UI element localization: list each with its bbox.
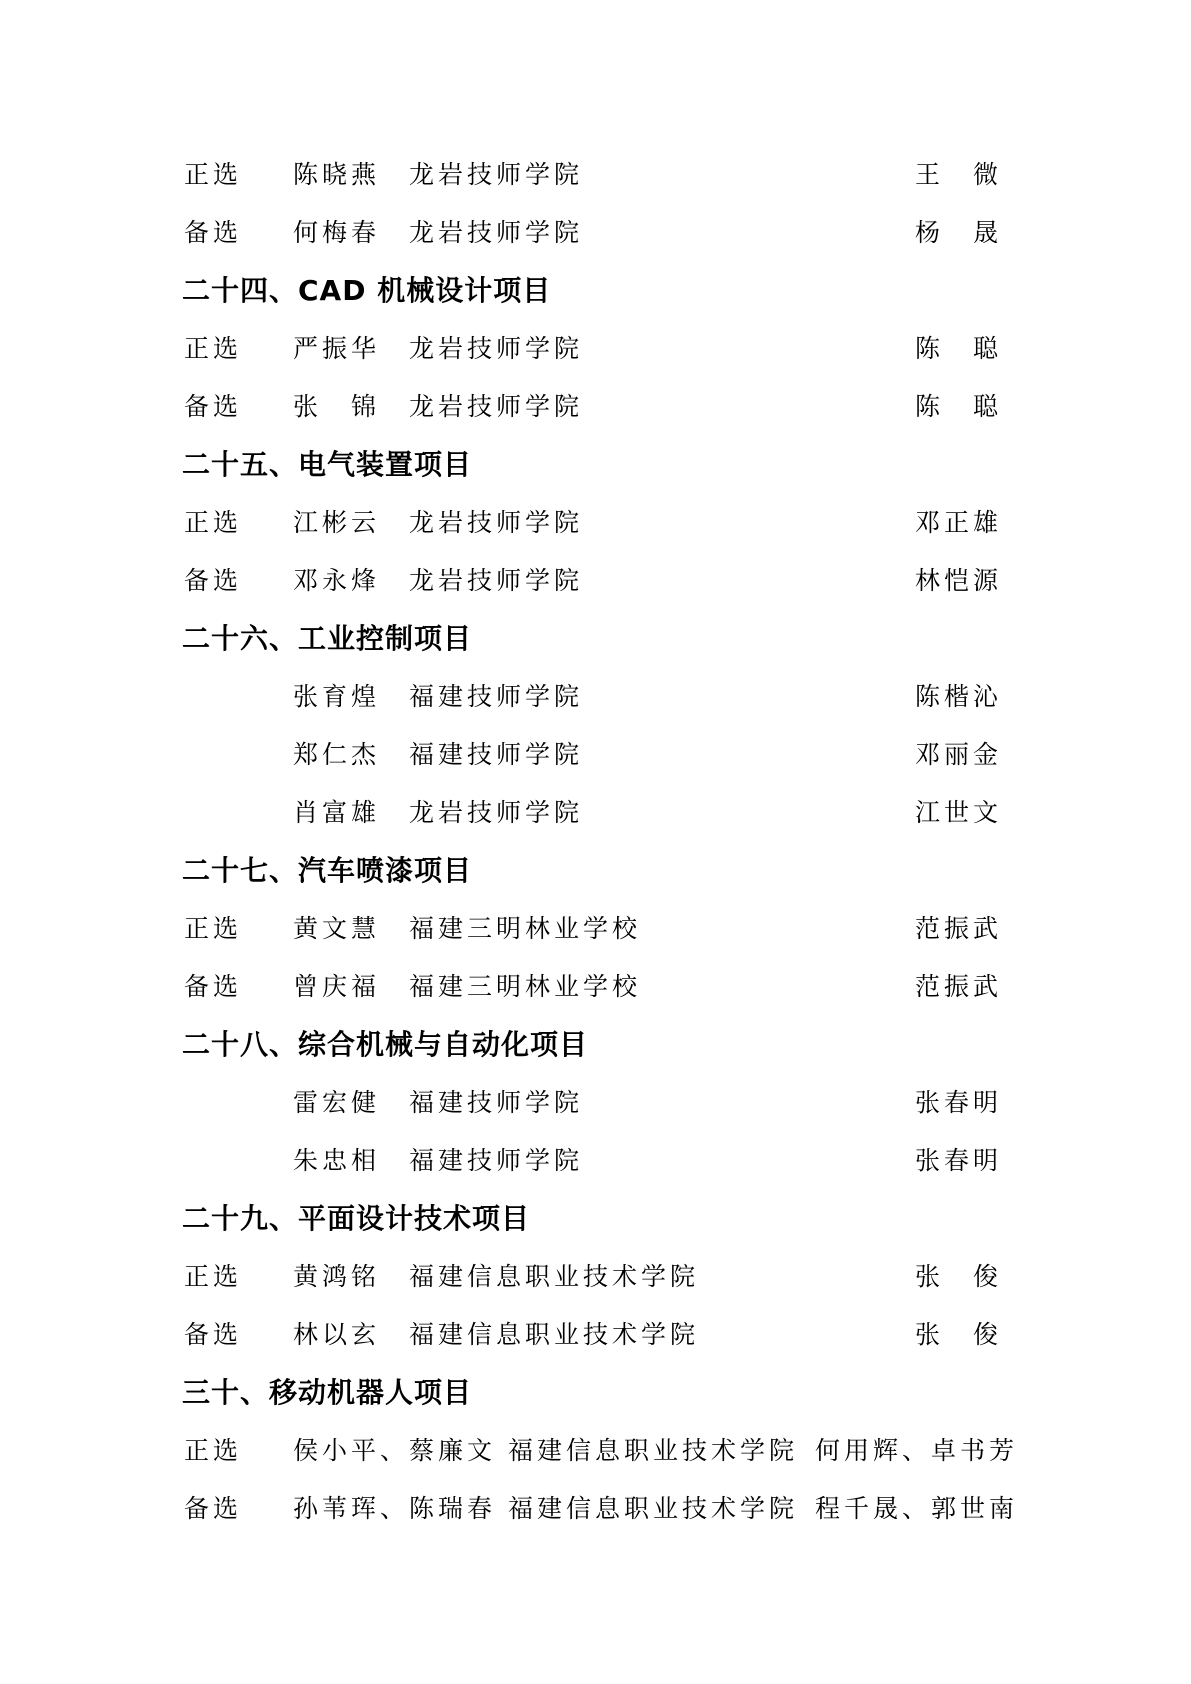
coach-name: 张 俊	[915, 1262, 1003, 1291]
coach-name: 程千晟、郭世南	[815, 1494, 1019, 1523]
entry-row	[0, 329, 1191, 369]
institution-name: 福建信息职业技术学院	[508, 1494, 799, 1523]
institution-name: 福建信息职业技术学院	[508, 1436, 799, 1465]
coach-name: 陈 聪	[915, 392, 1003, 421]
section-heading: 二十五、电气装置项目	[182, 448, 473, 481]
institution-name: 龙岩技师学院	[409, 392, 584, 421]
entry-row	[0, 909, 1191, 949]
coach-name: 江世文	[915, 798, 1003, 827]
entry-type-label: 正选	[184, 334, 243, 363]
entry-row	[0, 967, 1191, 1007]
coach-name: 张 俊	[915, 1320, 1003, 1349]
entry-row	[0, 561, 1191, 601]
coach-name: 何用辉、卓书芳	[815, 1436, 1019, 1465]
institution-name: 福建技师学院	[409, 1146, 584, 1175]
coach-name: 范振武	[915, 972, 1003, 1001]
institution-name: 龙岩技师学院	[409, 566, 584, 595]
institution-name: 福建三明林业学校	[409, 972, 642, 1001]
institution-name: 福建信息职业技术学院	[409, 1320, 700, 1349]
institution-name: 龙岩技师学院	[409, 218, 584, 247]
section-heading: 二十四、CAD 机械设计项目	[182, 274, 552, 307]
entry-row	[0, 793, 1191, 833]
contestant-name: 孙苇珲、陈瑞春	[293, 1494, 497, 1523]
section-heading: 二十八、综合机械与自动化项目	[182, 1028, 589, 1061]
section-heading: 二十九、平面设计技术项目	[182, 1202, 531, 1235]
coach-name: 杨 晟	[915, 218, 1003, 247]
entry-row	[0, 677, 1191, 717]
entry-type-label: 正选	[184, 1436, 243, 1465]
entry-row	[0, 503, 1191, 543]
entry-row	[0, 213, 1191, 253]
contestant-name: 黄鸿铭	[293, 1262, 381, 1291]
entry-type-label: 备选	[184, 566, 243, 595]
institution-name: 福建技师学院	[409, 1088, 584, 1117]
institution-name: 福建三明林业学校	[409, 914, 642, 943]
coach-name: 王 微	[915, 160, 1003, 189]
entry-type-label: 正选	[184, 160, 243, 189]
institution-name: 福建信息职业技术学院	[409, 1262, 700, 1291]
contestant-name: 邓永烽	[293, 566, 381, 595]
contestant-name: 郑仁杰	[293, 740, 381, 769]
contestant-name: 张 锦	[293, 392, 381, 421]
contestant-name: 严振华	[293, 334, 381, 363]
entry-type-label: 正选	[184, 1262, 243, 1291]
entry-type-label: 备选	[184, 392, 243, 421]
entry-row	[0, 735, 1191, 775]
coach-name: 邓正雄	[915, 508, 1003, 537]
coach-name: 陈楷沁	[915, 682, 1003, 711]
contestant-name: 江彬云	[293, 508, 381, 537]
entry-row	[0, 1315, 1191, 1355]
coach-name: 林恺源	[915, 566, 1003, 595]
section-heading: 二十七、汽车喷漆项目	[182, 854, 473, 887]
entry-row	[0, 1431, 1191, 1471]
institution-name: 龙岩技师学院	[409, 798, 584, 827]
institution-name: 龙岩技师学院	[409, 334, 584, 363]
coach-name: 张春明	[915, 1146, 1003, 1175]
entry-type-label: 备选	[184, 1494, 243, 1523]
contestant-name: 林以玄	[293, 1320, 381, 1349]
entry-type-label: 正选	[184, 914, 243, 943]
contestant-name: 张育煌	[293, 682, 381, 711]
section-heading: 三十、移动机器人项目	[182, 1376, 473, 1409]
coach-name: 陈 聪	[915, 334, 1003, 363]
coach-name: 邓丽金	[915, 740, 1003, 769]
section-heading: 二十六、工业控制项目	[182, 622, 473, 655]
contestant-name: 朱忠相	[293, 1146, 381, 1175]
entry-type-label: 备选	[184, 972, 243, 1001]
institution-name: 龙岩技师学院	[409, 508, 584, 537]
coach-name: 范振武	[915, 914, 1003, 943]
contestant-name: 侯小平、蔡廉文	[293, 1436, 497, 1465]
coach-name: 张春明	[915, 1088, 1003, 1117]
entry-type-label: 备选	[184, 1320, 243, 1349]
contestant-name: 曾庆福	[293, 972, 381, 1001]
institution-name: 龙岩技师学院	[409, 160, 584, 189]
institution-name: 福建技师学院	[409, 740, 584, 769]
contestant-name: 雷宏健	[293, 1088, 381, 1117]
entry-type-label: 正选	[184, 508, 243, 537]
entry-row	[0, 155, 1191, 195]
entry-row	[0, 1141, 1191, 1181]
entry-row	[0, 387, 1191, 427]
entry-type-label: 备选	[184, 218, 243, 247]
contestant-name: 何梅春	[293, 218, 381, 247]
entry-row	[0, 1083, 1191, 1123]
contestant-name: 陈晓燕	[293, 160, 381, 189]
entry-row	[0, 1489, 1191, 1529]
contestant-name: 黄文慧	[293, 914, 381, 943]
institution-name: 福建技师学院	[409, 682, 584, 711]
contestant-name: 肖富雄	[293, 798, 381, 827]
entry-row	[0, 1257, 1191, 1297]
